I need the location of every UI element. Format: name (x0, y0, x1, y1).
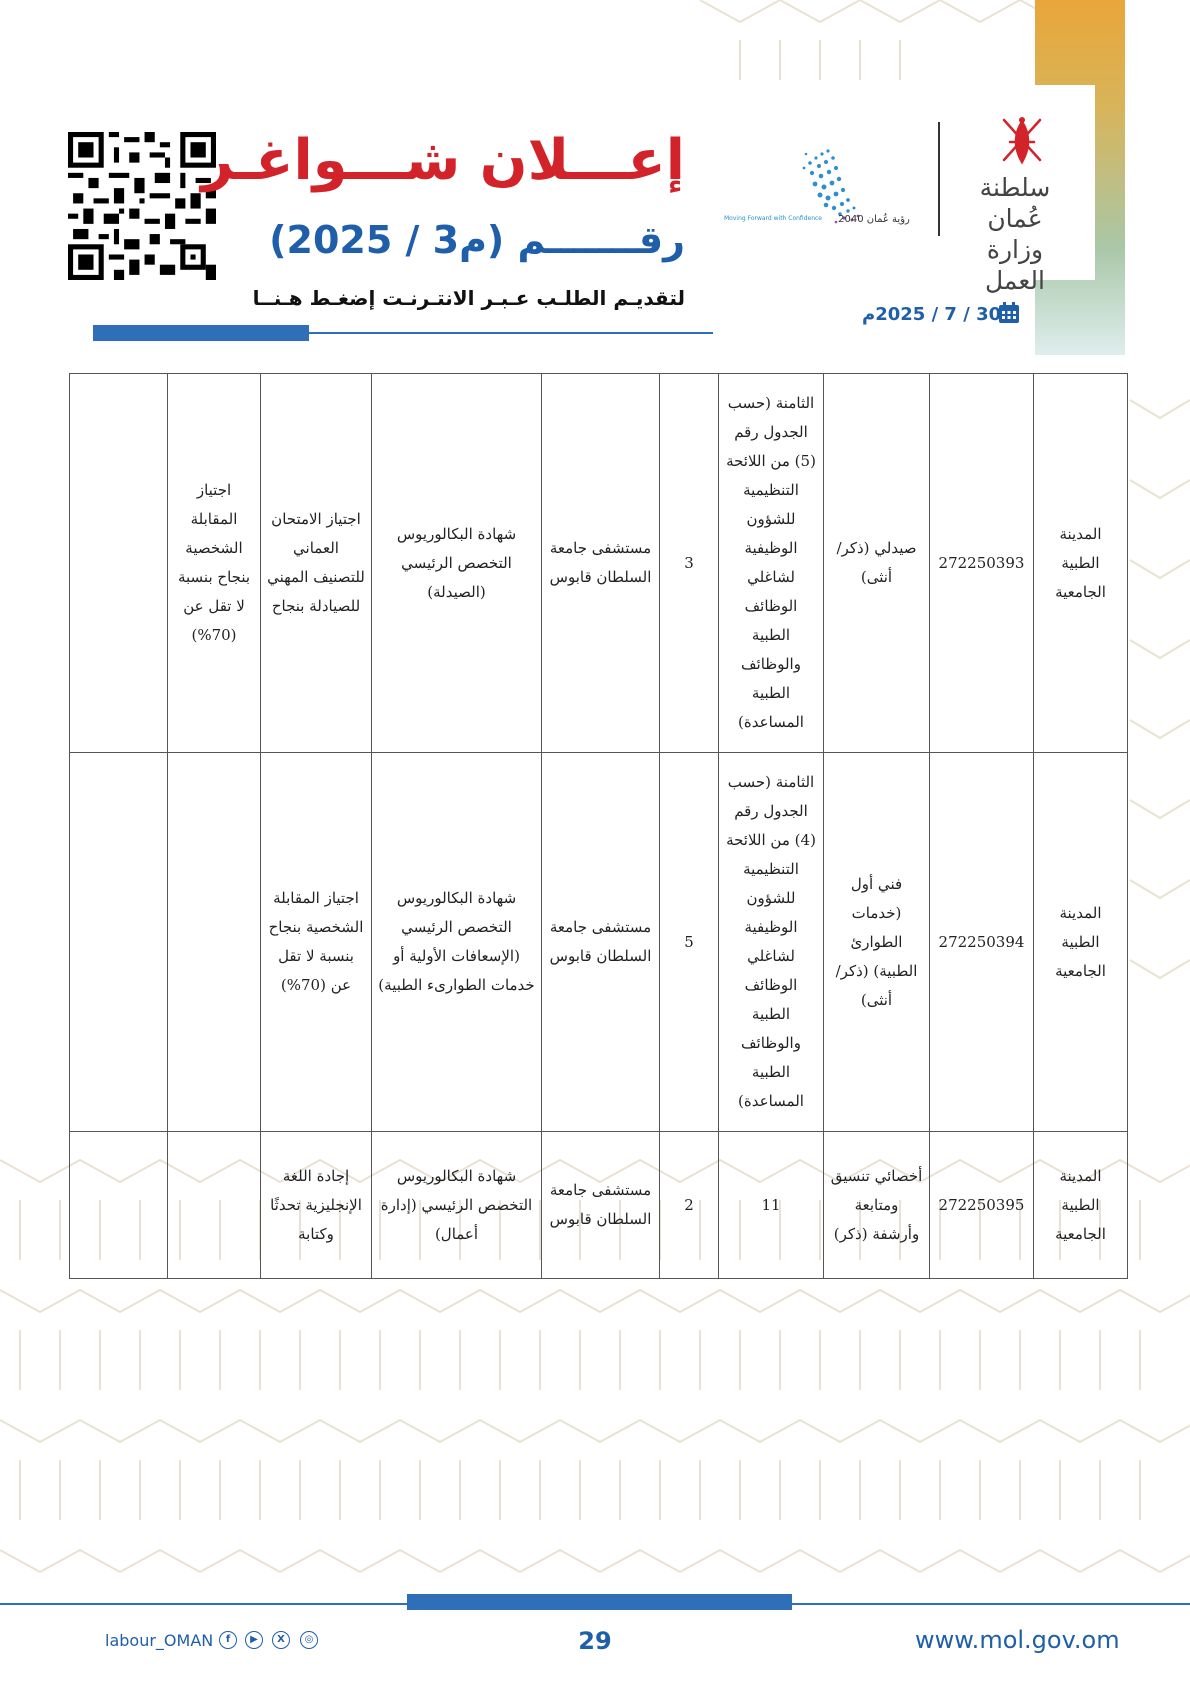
cell-governorate: المدينة الطبية الجامعية (1034, 374, 1128, 753)
cell-requirement-2 (168, 1132, 261, 1279)
cell-governorate: المدينة الطبية الجامعية (1034, 753, 1128, 1132)
vacancies-table (69, 373, 1128, 1279)
calendar-icon (998, 302, 1020, 324)
cell-qualification: شهادة البكالوريوس التخصص الرئيسي (إدارة أعمال) (372, 1132, 542, 1279)
cell-qualification: شهادة البكالوريوس التخصص الرئيسي (الصيدلة) (372, 374, 542, 753)
x-icon[interactable]: X (272, 1631, 290, 1649)
cell-count: 3 (660, 374, 719, 753)
announcement-title: إعـــلان شـــواغـر (201, 128, 685, 193)
footer-rule-accent (407, 1594, 792, 1610)
oman-khanjar-emblem-icon (992, 112, 1052, 172)
table-row (70, 753, 1128, 1132)
cell-requirement-3 (70, 1132, 168, 1279)
cell-governorate: المدينة الطبية الجامعية (1034, 1132, 1128, 1279)
cell-requirement-2: اجتياز المقابلة الشخصية بنجاح بنسبة لا تقل عن (70%) (168, 374, 261, 753)
vision-label: رؤية عُمان 2040 (838, 214, 910, 225)
page-number: 29 (578, 1627, 612, 1655)
cell-workplace: مستشفى جامعة السلطان قابوس (542, 1132, 660, 1279)
cell-job-code: 272250393 (930, 374, 1034, 753)
vision-tagline: Moving Forward with Confidence (724, 215, 822, 222)
youtube-icon[interactable]: ▶ (245, 1631, 263, 1649)
ministry-name (955, 172, 1075, 296)
cell-job-title: صيدلي (ذكر/ أنثى) (824, 374, 930, 753)
header-rule-accent (93, 325, 309, 341)
cell-job-title: فني أول (خدمات الطوارئ الطبية) (ذكر/أنثى) (824, 753, 930, 1132)
oman-vision-2040-logo (724, 138, 914, 238)
cell-job-title: أخصائي تنسيق ومتابعة وأرشفة (ذكر) (824, 1132, 930, 1279)
cell-requirement-1: اجتياز المقابلة الشخصية بنجاح بنسبة لا تقل عن (70%) (261, 753, 372, 1132)
cell-count: 2 (660, 1132, 719, 1279)
cell-grade: 11 (719, 1132, 824, 1279)
cell-grade: الثامنة (حسب الجدول رقم (5) من اللائحة التنظيمية للشؤون الوظيفية لشاغلي الوظائف الطبية والوظائف الطبية المساعدة) (719, 374, 824, 753)
logo-divider (938, 122, 940, 236)
announcement-date: 30 / 7 / 2025م (862, 304, 1002, 325)
table-row (70, 374, 1128, 753)
cell-requirement-1: اجتياز الامتحان العماني للتصنيف المهني للصيادلة بنجاح (261, 374, 372, 753)
ministry-name-line1: سلطنة عُمان (979, 173, 1051, 233)
cell-requirement-3 (70, 374, 168, 753)
cell-workplace: مستشفى جامعة السلطان قابوس (542, 374, 660, 753)
cell-count: 5 (660, 753, 719, 1132)
ministry-name-line2: وزارة العمل (984, 235, 1045, 295)
cell-qualification: شهادة البكالوريوس التخصص الرئيسي (الإسعافات الأولية أو خدمات الطوارىء الطبية) (372, 753, 542, 1132)
cell-job-code: 272250395 (930, 1132, 1034, 1279)
cell-workplace: مستشفى جامعة السلطان قابوس (542, 753, 660, 1132)
qr-code[interactable] (68, 132, 216, 280)
cell-grade: الثامنة (حسب الجدول رقم (4) من اللائحة التنظيمية للشؤون الوظيفية لشاغلي الوظائف الطبية والوظائف الطبية المساعدة) (719, 753, 824, 1132)
apply-online-link[interactable]: لتقديـم الطلـب عـبـر الانتـرنـت إضغـط هـنــا (252, 286, 685, 310)
instagram-icon[interactable]: ◎ (300, 1631, 318, 1649)
announcement-number: رقـــــــم (م3 / 2025) (269, 218, 685, 262)
facebook-icon[interactable]: f (219, 1631, 237, 1649)
table-row (70, 1132, 1128, 1279)
cell-requirement-2 (168, 753, 261, 1132)
cell-requirement-3 (70, 753, 168, 1132)
cell-requirement-1: إجادة اللغة الإنجليزية تحدثًا وكتابة (261, 1132, 372, 1279)
cell-job-code: 272250394 (930, 753, 1034, 1132)
website-link[interactable]: www.mol.gov.om (915, 1626, 1120, 1654)
social-handle[interactable]: labour_OMAN (105, 1631, 214, 1650)
